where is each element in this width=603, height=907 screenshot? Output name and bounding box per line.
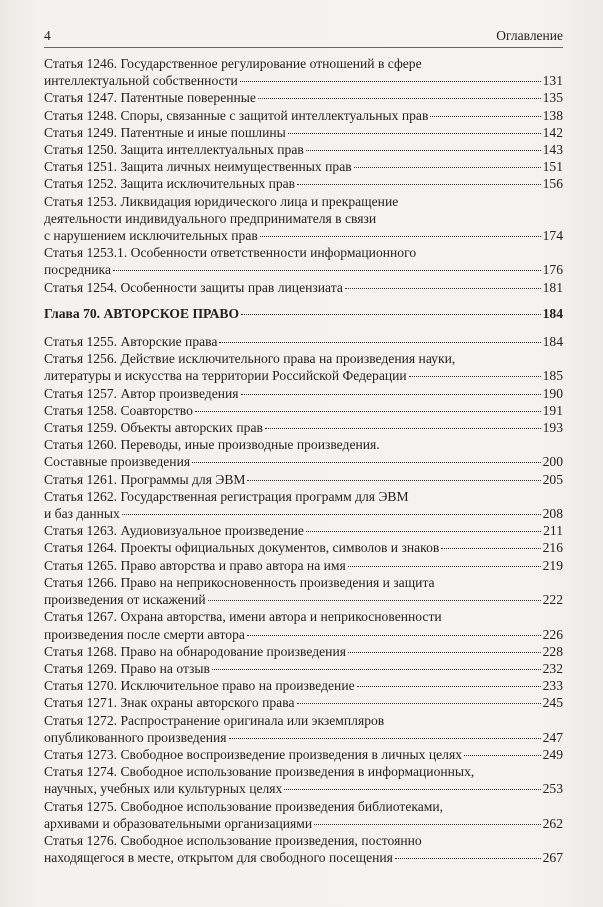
toc-page-number: 228 bbox=[542, 643, 563, 659]
toc-entry-text: Статья 1265. Право авторства и право автора на имя bbox=[44, 557, 346, 573]
toc-line bbox=[44, 488, 563, 505]
toc-page-number: 131 bbox=[542, 73, 563, 89]
dot-leader bbox=[288, 132, 541, 134]
toc-page-number: 181 bbox=[542, 279, 563, 295]
toc-entry bbox=[44, 488, 563, 522]
dot-leader bbox=[260, 235, 541, 237]
toc-page-number: 211 bbox=[543, 523, 563, 539]
toc-entry bbox=[44, 660, 563, 677]
dot-leader bbox=[241, 313, 541, 315]
toc-line bbox=[44, 419, 563, 436]
toc-line bbox=[44, 402, 563, 419]
toc-entry bbox=[44, 608, 563, 642]
dot-leader bbox=[229, 737, 541, 739]
dot-leader bbox=[348, 565, 541, 567]
dot-leader bbox=[208, 599, 541, 601]
toc-entry bbox=[44, 385, 563, 402]
toc-entry-text: опубликованного произведения bbox=[44, 729, 227, 745]
toc-entry bbox=[44, 643, 563, 660]
toc-entry bbox=[44, 746, 563, 763]
section-title: Оглавление bbox=[496, 28, 563, 43]
toc-page-number: 222 bbox=[542, 592, 563, 608]
toc-page-number: 216 bbox=[542, 540, 563, 556]
dot-leader bbox=[192, 461, 541, 463]
toc-line bbox=[44, 436, 563, 453]
toc-page-number: 205 bbox=[542, 471, 563, 487]
toc-entry-text: Статья 1253.1. Особенности ответственности информационного bbox=[44, 245, 417, 261]
toc-entry bbox=[44, 539, 563, 556]
toc-page-number: 232 bbox=[542, 660, 563, 676]
toc-line bbox=[44, 89, 563, 106]
toc-page-number: 247 bbox=[542, 729, 563, 745]
dot-leader bbox=[464, 754, 541, 756]
toc-page-number: 151 bbox=[542, 159, 563, 175]
toc-entry-text: Статья 1272. Распространение оригинала или экземпляров bbox=[44, 712, 385, 728]
toc-entry-text: посредника bbox=[44, 262, 111, 278]
dot-leader bbox=[314, 823, 540, 825]
toc-entry-text: произведения от искажений bbox=[44, 592, 206, 608]
toc-line bbox=[44, 591, 563, 608]
toc-page-number: 200 bbox=[542, 454, 563, 470]
toc-page-number: 185 bbox=[542, 368, 563, 384]
toc-entry-text: Статья 1261. Программы для ЭВМ bbox=[44, 471, 246, 487]
toc-entry-text: Статья 1258. Соавторство bbox=[44, 402, 193, 418]
dot-leader bbox=[357, 685, 541, 687]
toc-entry-text: Статья 1251. Защита личных неимущественных прав bbox=[44, 159, 352, 175]
toc-entry bbox=[44, 694, 563, 711]
toc-entry-text: архивами и образовательными организациями bbox=[44, 815, 313, 831]
toc-entry bbox=[44, 557, 563, 574]
dot-leader bbox=[240, 80, 541, 82]
toc-page-number: 135 bbox=[542, 90, 563, 106]
toc-entry bbox=[44, 712, 563, 746]
toc-line bbox=[44, 849, 563, 866]
toc-entry-text: Статья 1274. Свободное использование произведения в информационных, bbox=[44, 764, 475, 780]
toc-line bbox=[44, 763, 563, 780]
toc-page-number: 176 bbox=[542, 262, 563, 278]
toc-entry-text: Статья 1275. Свободное использование произведения библиотеками, bbox=[44, 798, 444, 814]
toc-entry-text: Статья 1247. Патентные поверенные bbox=[44, 90, 256, 106]
dot-leader bbox=[354, 166, 541, 168]
dot-leader bbox=[348, 651, 541, 653]
toc-line bbox=[44, 333, 563, 350]
dot-leader bbox=[297, 702, 541, 704]
toc-entry-text: Статья 1248. Споры, связанные с защитой интеллектуальных прав bbox=[44, 107, 429, 123]
toc-entry-text: научных, учебных или культурных целях bbox=[44, 781, 283, 797]
toc-entry bbox=[44, 175, 563, 192]
dot-leader bbox=[345, 287, 541, 289]
toc-page-number: 174 bbox=[542, 228, 563, 244]
toc-line bbox=[44, 557, 563, 574]
toc-entry bbox=[44, 436, 563, 470]
toc-page-number: 253 bbox=[542, 781, 563, 797]
toc-line bbox=[44, 385, 563, 402]
dot-leader bbox=[113, 269, 541, 271]
toc-line bbox=[44, 244, 563, 261]
toc-line bbox=[44, 305, 563, 322]
dot-leader bbox=[409, 375, 541, 377]
toc-entry-text: Статья 1270. Исключительное право на произведение bbox=[44, 678, 355, 694]
toc-entry bbox=[44, 798, 563, 832]
toc-entry-text: Статья 1262. Государственная регистрация программ для ЭВМ bbox=[44, 488, 409, 504]
toc-line bbox=[44, 453, 563, 470]
toc-entry bbox=[44, 124, 563, 141]
toc-line bbox=[44, 141, 563, 158]
toc-page-number: 190 bbox=[542, 385, 563, 401]
toc-entry-text: находящегося в месте, открытом для свободного посещения bbox=[44, 850, 393, 866]
toc-line bbox=[44, 608, 563, 625]
toc-entry bbox=[44, 193, 563, 245]
toc-line bbox=[44, 261, 563, 278]
toc-line bbox=[44, 124, 563, 141]
toc-line bbox=[44, 660, 563, 677]
toc-entry-text: интеллектуальной собственности bbox=[44, 73, 238, 89]
toc-line bbox=[44, 712, 563, 729]
toc-chapter-heading bbox=[44, 305, 563, 322]
toc-line bbox=[44, 505, 563, 522]
toc-line bbox=[44, 193, 563, 210]
toc-entry bbox=[44, 244, 563, 278]
toc-entry-text: Статья 1253. Ликвидация юридического лица и прекращение bbox=[44, 193, 399, 209]
toc-entry-text: Статья 1257. Автор произведения bbox=[44, 385, 239, 401]
toc-line bbox=[44, 626, 563, 643]
toc-line bbox=[44, 227, 563, 244]
toc-entry bbox=[44, 333, 563, 350]
dot-leader bbox=[297, 183, 541, 185]
toc-entry-text: Статья 1246. Государственное регулирование отношений в сфере bbox=[44, 56, 422, 71]
toc-entry bbox=[44, 832, 563, 866]
toc-line bbox=[44, 815, 563, 832]
toc-line bbox=[44, 107, 563, 124]
toc-page-number: 226 bbox=[542, 626, 563, 642]
dot-leader bbox=[430, 115, 540, 117]
dot-leader bbox=[284, 788, 540, 790]
toc-entry bbox=[44, 763, 563, 797]
toc-entry bbox=[44, 574, 563, 608]
toc-line bbox=[44, 694, 563, 711]
toc-line bbox=[44, 350, 563, 367]
toc-page-number: 184 bbox=[542, 305, 563, 321]
toc-page-number: 245 bbox=[542, 695, 563, 711]
toc-page-number: 191 bbox=[542, 402, 563, 418]
dot-leader bbox=[306, 530, 541, 532]
dot-leader bbox=[247, 634, 541, 636]
toc-entry bbox=[44, 55, 563, 89]
toc-line bbox=[44, 677, 563, 694]
dot-leader bbox=[395, 857, 541, 859]
toc-page-number: 143 bbox=[542, 142, 563, 158]
toc-line bbox=[44, 729, 563, 746]
toc-page-number: 142 bbox=[542, 124, 563, 140]
dot-leader bbox=[122, 513, 541, 515]
page-number: 4 bbox=[44, 28, 51, 43]
toc-entry-text: Статья 1267. Охрана авторства, имени автора и неприкосновенности bbox=[44, 609, 442, 625]
dot-leader bbox=[219, 341, 540, 343]
toc-line bbox=[44, 72, 563, 89]
toc-entry-text: деятельности индивидуального предпринимателя в связи bbox=[44, 210, 377, 226]
dot-leader bbox=[247, 479, 540, 481]
toc-page-number: 249 bbox=[542, 746, 563, 762]
toc-entry-text: Статья 1263. Аудиовизуальное произведение bbox=[44, 523, 304, 539]
toc-line bbox=[44, 798, 563, 815]
toc-entry bbox=[44, 107, 563, 124]
toc-entry-text: Статья 1255. Авторские права bbox=[44, 334, 218, 350]
toc-line bbox=[44, 367, 563, 384]
toc-entry-text: Статья 1260. Переводы, иные производные произведения. bbox=[44, 437, 380, 453]
toc-line bbox=[44, 832, 563, 849]
toc-page-number: 138 bbox=[542, 107, 563, 123]
toc-entry-text: литературы и искусства на территории Российской Федерации bbox=[44, 368, 407, 384]
toc-line bbox=[44, 210, 563, 227]
dot-leader bbox=[212, 668, 541, 670]
toc-line bbox=[44, 175, 563, 192]
toc-entry-text: Статья 1266. Право на неприкосновенность произведения и защита bbox=[44, 574, 435, 590]
toc-entry-text: произведения после смерти автора bbox=[44, 626, 245, 642]
toc-line bbox=[44, 158, 563, 175]
toc-line bbox=[44, 522, 563, 539]
toc-page-number: 208 bbox=[542, 506, 563, 522]
dot-leader bbox=[441, 547, 540, 549]
toc-entry-text: с нарушением исключительных прав bbox=[44, 228, 258, 244]
toc-line bbox=[44, 574, 563, 591]
toc-entry bbox=[44, 89, 563, 106]
toc-entry-text: Статья 1250. Защита интеллектуальных прав bbox=[44, 142, 304, 158]
toc-entry-text: Статья 1276. Свободное использование произведения, постоянно bbox=[44, 832, 422, 848]
toc-line bbox=[44, 279, 563, 296]
toc-entry-text: Статья 1269. Право на отзыв bbox=[44, 660, 210, 676]
toc-entry-text: Статья 1271. Знак охраны авторского права bbox=[44, 695, 295, 711]
toc-entry-text: Глава 70. АВТОРСКОЕ ПРАВО bbox=[44, 305, 240, 321]
toc-entry bbox=[44, 402, 563, 419]
toc-page-number: 267 bbox=[542, 850, 563, 866]
toc-entry-text: Статья 1259. Объекты авторских прав bbox=[44, 420, 263, 436]
toc-line bbox=[44, 746, 563, 763]
toc-entry bbox=[44, 350, 563, 384]
toc-page-number: 219 bbox=[542, 557, 563, 573]
toc-entry bbox=[44, 522, 563, 539]
toc-line bbox=[44, 643, 563, 660]
toc-entry-text: Составные произведения bbox=[44, 454, 191, 470]
toc-entry-text: Статья 1256. Действие исключительного права на произведения науки, bbox=[44, 351, 456, 367]
toc-page-number: 184 bbox=[542, 334, 563, 350]
toc-entry bbox=[44, 158, 563, 175]
toc-entry bbox=[44, 279, 563, 296]
toc-line bbox=[44, 539, 563, 556]
dot-leader bbox=[258, 97, 541, 99]
toc-entry bbox=[44, 677, 563, 694]
toc-entry-text: Статья 1249. Патентные и иные пошлины bbox=[44, 124, 286, 140]
dot-leader bbox=[265, 427, 541, 429]
toc-entry bbox=[44, 141, 563, 158]
toc-entry bbox=[44, 419, 563, 436]
toc-entry-text: Статья 1273. Свободное воспроизведение произведения в личных целях bbox=[44, 746, 462, 762]
toc-line bbox=[44, 55, 563, 72]
toc-entry-text: Статья 1254. Особенности защиты прав лицензиата bbox=[44, 279, 343, 295]
toc-line bbox=[44, 780, 563, 797]
toc-page-number: 156 bbox=[542, 176, 563, 192]
toc-entry-text: и баз данных bbox=[44, 506, 120, 522]
toc-entry-text: Статья 1268. Право на обнародование произведения bbox=[44, 643, 346, 659]
dot-leader bbox=[241, 393, 541, 395]
toc-entry bbox=[44, 471, 563, 488]
toc-page-number: 193 bbox=[542, 420, 563, 436]
toc-line bbox=[44, 471, 563, 488]
toc-page-number: 262 bbox=[542, 815, 563, 831]
toc-entry-text: Статья 1264. Проекты официальных документов, символов и знаков bbox=[44, 540, 440, 556]
toc-page-number: 233 bbox=[542, 678, 563, 694]
running-header bbox=[44, 27, 563, 48]
toc-entry-text: Статья 1252. Защита исключительных прав bbox=[44, 176, 296, 192]
dot-leader bbox=[306, 149, 541, 151]
dot-leader bbox=[195, 410, 541, 412]
table-of-contents bbox=[44, 55, 563, 866]
